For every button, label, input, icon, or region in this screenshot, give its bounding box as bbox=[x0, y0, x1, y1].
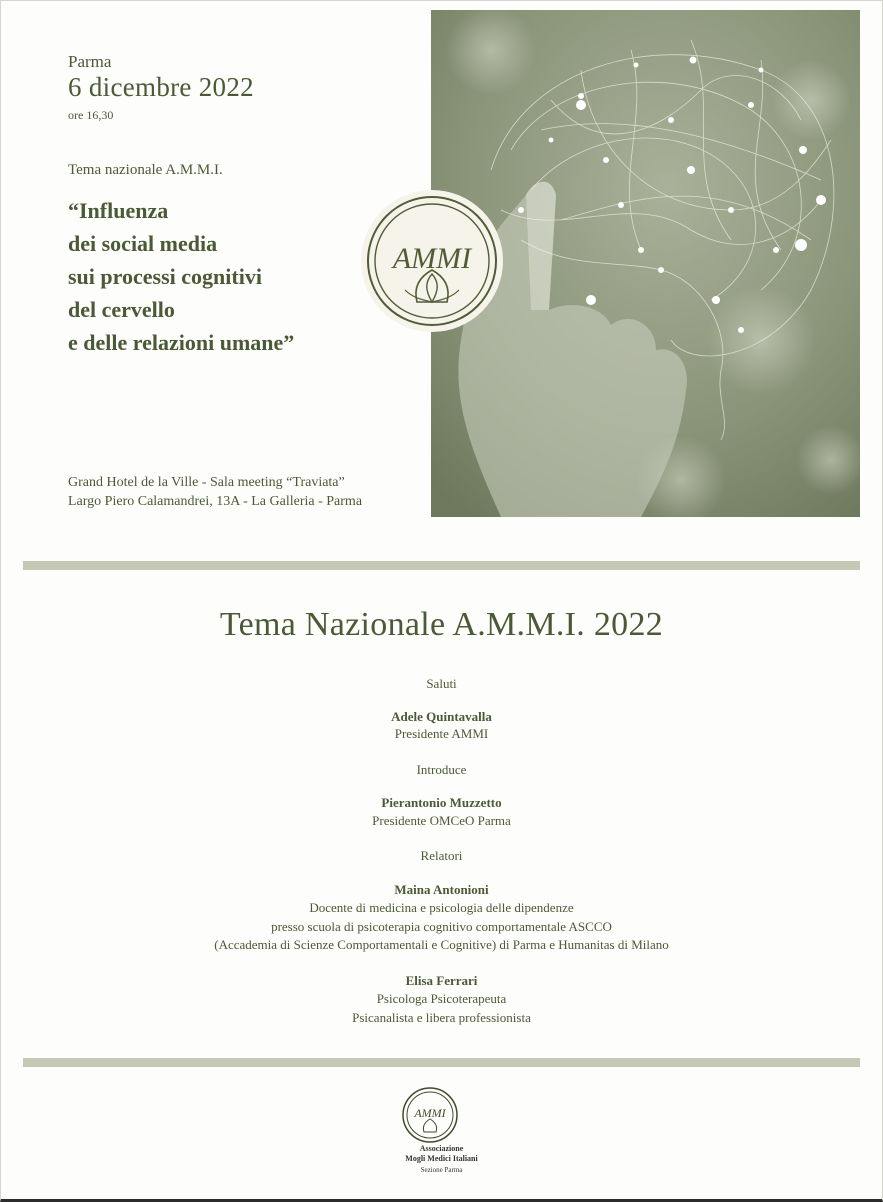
introducer-role: Presidente OMCeO Parma bbox=[372, 813, 511, 828]
badge-monogram: AMMI bbox=[392, 242, 472, 275]
intro-label: Introduce bbox=[416, 762, 467, 777]
divider-rule bbox=[23, 1058, 860, 1067]
event-title-line: “Influenza bbox=[68, 198, 169, 223]
event-title-line: dei social media bbox=[68, 231, 218, 256]
venue-line: Largo Piero Calamandrei, 13A - La Galleria - Parma bbox=[68, 494, 363, 509]
speaker-detail: (Accademia di Scienze Comportamentali e Cognitive) di Parma e Humanitas di Milano bbox=[214, 937, 669, 952]
speaker-detail: Docente di medicina e psicologia delle dipendenze bbox=[309, 900, 574, 915]
footer-section: Sezione Parma bbox=[420, 1166, 463, 1174]
theme-label: Tema nazionale A.M.M.I. bbox=[68, 162, 223, 178]
event-time: ore 16,30 bbox=[68, 108, 114, 122]
event-title-line: e delle relazioni umane” bbox=[68, 330, 295, 355]
footer-logo-monogram: AMMI bbox=[414, 1106, 446, 1120]
speaker-detail: presso scuola di psicoterapia cognitivo comportamentale ASCCO bbox=[271, 919, 612, 934]
venue-line: Grand Hotel de la Ville - Sala meeting “Traviata” bbox=[68, 475, 345, 490]
divider-rule bbox=[23, 561, 860, 570]
introducer-name: Pierantonio Muzzetto bbox=[381, 795, 502, 810]
event-title-line: del cervello bbox=[68, 297, 175, 322]
speaker-detail: Psicologa Psicoterapeuta bbox=[376, 991, 507, 1006]
speaker-detail: Psicanalista e libera professionista bbox=[352, 1010, 531, 1025]
header-section bbox=[0, 0, 883, 530]
greeter-name: Adele Quintavalla bbox=[391, 709, 492, 724]
event-title-line: sui processi cognitivi bbox=[68, 264, 262, 289]
speaker-name: Maina Antonioni bbox=[394, 882, 489, 897]
event-date: 6 dicembre 2022 bbox=[68, 72, 254, 102]
ammi-badge-logo bbox=[361, 190, 503, 332]
footer-ammi-logo bbox=[401, 1086, 459, 1144]
greetings-label: Saluti bbox=[426, 676, 457, 691]
footer-org-line1: Associazione bbox=[419, 1144, 464, 1153]
speakers-label: Relatori bbox=[420, 848, 463, 863]
greeter-role: Presidente AMMI bbox=[394, 726, 489, 741]
program-title: Tema Nazionale A.M.M.I. 2022 bbox=[219, 606, 664, 643]
event-city: Parma bbox=[68, 52, 112, 71]
footer-org-line2: Mogli Medici Italiani bbox=[405, 1154, 478, 1163]
speaker-name: Elisa Ferrari bbox=[405, 973, 478, 988]
